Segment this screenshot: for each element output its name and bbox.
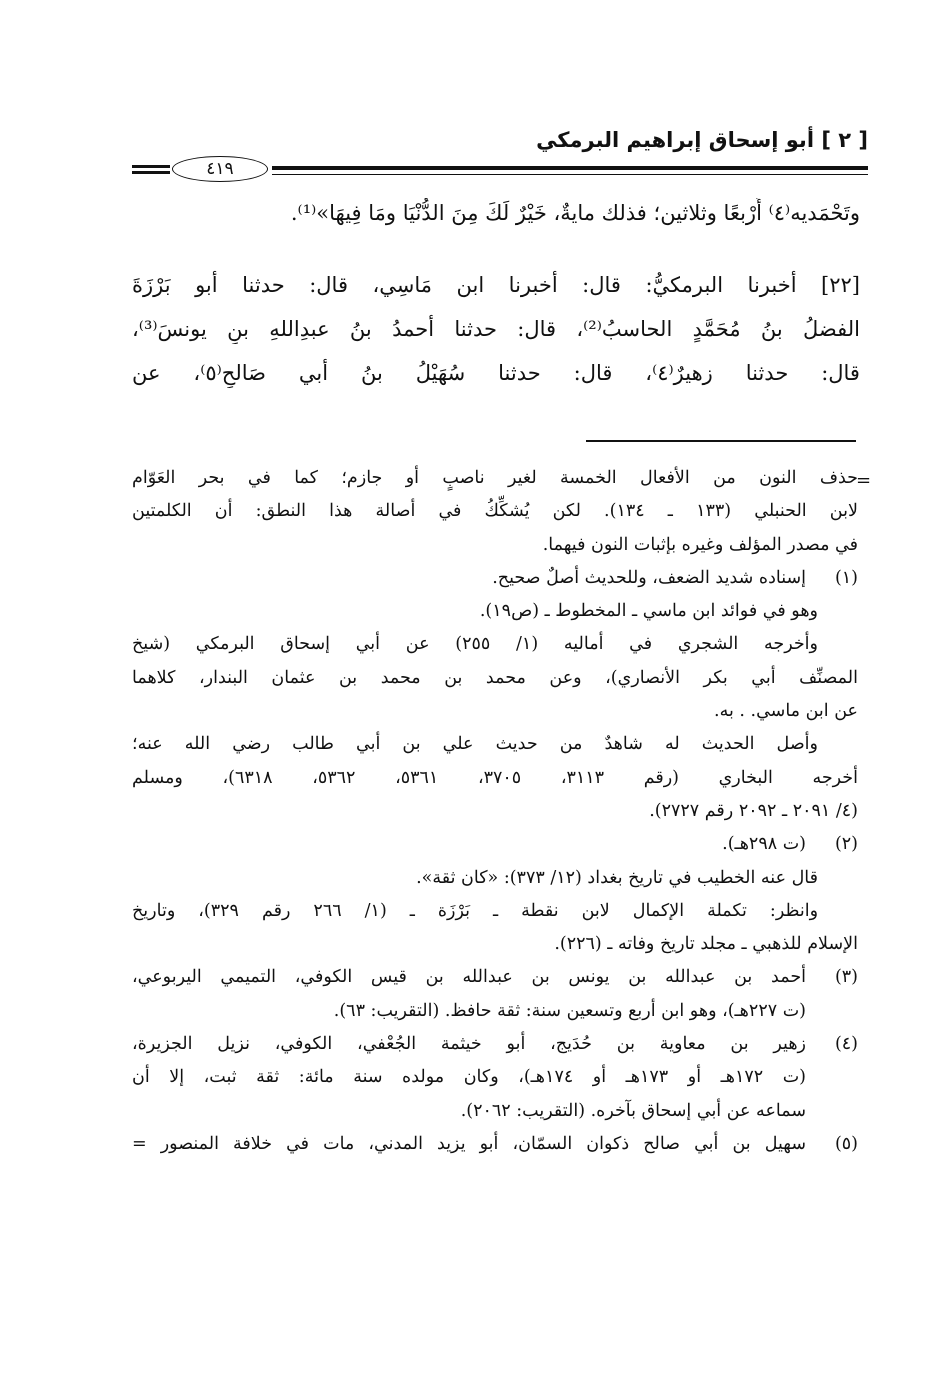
footnote-number: (٢)	[834, 834, 858, 855]
running-title: [ ٢ ] أبو إسحاق إبراهيم البرمكي	[536, 128, 868, 152]
footnote-line: (ت ٢٢٧هـ)، وهو ابن أربع وتسعين سنة: ثقة حافظ. (التقريب: ٦٣).	[333, 1000, 806, 1021]
footnote-line: لابن الحنبلي (١٣٣ ـ ١٣٤). لكن يُشكِّكُ في أصالة هذا النطق: أن الكلمتين	[132, 501, 858, 522]
header-rule-left-top	[132, 165, 170, 168]
footnote-line: قال عنه الخطيب في تاريخ بغداد (١٢/ ٣٧٣): «كان ثقة».	[416, 867, 818, 888]
footnote-number: (١)	[834, 567, 858, 588]
footnote-line: أحمد بن عبدالله بن يونس بن عبدالله بن قيس الكوفي، التميمي اليربوعي،	[132, 967, 806, 988]
footnote-line: عن ابن ماسي. . به.	[714, 701, 858, 722]
footnote-line: حذف النون من الأفعال الخمسة لغير ناصبٍ أو جازم؛ كما في بحر العَوّام	[132, 468, 858, 488]
footnote-line: المصنِّف أبي بكر الأنصاري)، وعن محمد بن محمد بن عثمان البندار، كلاهما	[132, 667, 858, 688]
footnote-line: وهو في فوائد ابن ماسي ـ المخطوط ـ (ص١٩).	[479, 601, 818, 622]
header-rule-thin	[272, 174, 868, 175]
footnote-line: سهيل بن أبي صالح ذكوان السمّان، أبو يزيد المدني، مات في خلافة المنصور =	[132, 1133, 806, 1154]
main-line: وتَحْمَديه⁽٤⁾ أَرْبعًا وثلاثين؛ فذلك مايةٌ، خَيْرٌ لَكَ مِنَ الدُّنْيَا ومَا فِيهَا»⁽¹⁾.	[290, 201, 860, 225]
footnotes	[132, 462, 858, 1161]
footnote-line: إسناده شديد الضعف، وللحديث أصلٌ صحيح.	[492, 567, 806, 588]
footnote-1	[132, 562, 858, 595]
footnote-line: (ت ٢٩٨هـ).	[722, 834, 806, 855]
header-rule-thick	[272, 166, 868, 170]
header-rule-left-bottom	[132, 171, 170, 174]
footnote-line: وأخرجه الشجري في أماليه (١/ ٢٥٥) عن أبي إسحاق البرمكي (شيخ	[132, 634, 818, 655]
footnote-line: زهير بن معاوية بن حُدَيج، أبو خيثمة الجُعْفي، الكوفي، نزيل الجزيرة،	[132, 1034, 806, 1055]
footnote-line: (ت ١٧٢هـ أو ١٧٣هـ أو ١٧٤هـ)، وكان مولده سنة مائة: ثقة ثبت، إلا أن	[132, 1067, 806, 1088]
footnote-2	[132, 828, 858, 861]
footnote-number: (٤)	[834, 1034, 858, 1055]
footnote-line: الإسلام للذهبي ـ مجلد تاريخ وفاته ـ (٢٢٦).	[554, 934, 858, 955]
footnote-line: وانظر: تكملة الإكمال لابن نقطة ـ بَرْزَة ـ (١/ ٢٦٦ رقم ٣٢٩)، وتاريخ	[132, 900, 819, 921]
footnote-number: (٥)	[834, 1133, 858, 1154]
footnote-line: أخرجه البخاري (رقم ٣١١٣، ٣٧٠٥، ٥٣٦١، ٥٣٦٢، ٦٣١٨)، ومسلم	[132, 767, 858, 788]
footnote-3	[132, 961, 858, 994]
main-text	[132, 198, 860, 388]
footnote-4	[132, 1028, 858, 1061]
footnote-line: سماعه عن أبي إسحاق بآخره. (التقريب: ٢٠٦٢).	[460, 1100, 806, 1121]
main-line: [٢٢] أخبرنا البرمكيُّ: قال: أخبرنا ابن مَاسِي، قال: حدثنا أبو بَرْزَةَ	[132, 273, 860, 297]
footnote-number: (٣)	[834, 967, 858, 988]
footnote-line: (٤/ ٢٠٩١ ـ ٢٠٩٢ رقم ٢٧٢٧).	[649, 800, 858, 821]
footnote-line: وأصل الحديث له شاهدٌ من حديث علي بن أبي طالب رضي الله عنه؛	[132, 734, 818, 755]
footnote-line: في مصدر المؤلف وغيره بإثبات النون فيهما.	[542, 534, 858, 555]
main-line: الفضلُ بنُ مُحَمَّدٍ الحاسبُ⁽²⁾، قال: حدثنا أحمدُ بنُ عبدِاللهِ بنِ يونسَ⁽³⁾،	[132, 317, 860, 341]
footnote-separator	[586, 440, 856, 442]
main-line: قال: حدثنا زهيرٌ⁽٤⁾، قال: حدثنا سُهَيْلُ بنُ أبي صَالحٍ⁽٥⁾، عن	[132, 361, 860, 385]
page-number: ٤١٩	[172, 156, 268, 182]
continuation-mark: =	[856, 470, 872, 491]
footnote-5	[132, 1128, 858, 1161]
